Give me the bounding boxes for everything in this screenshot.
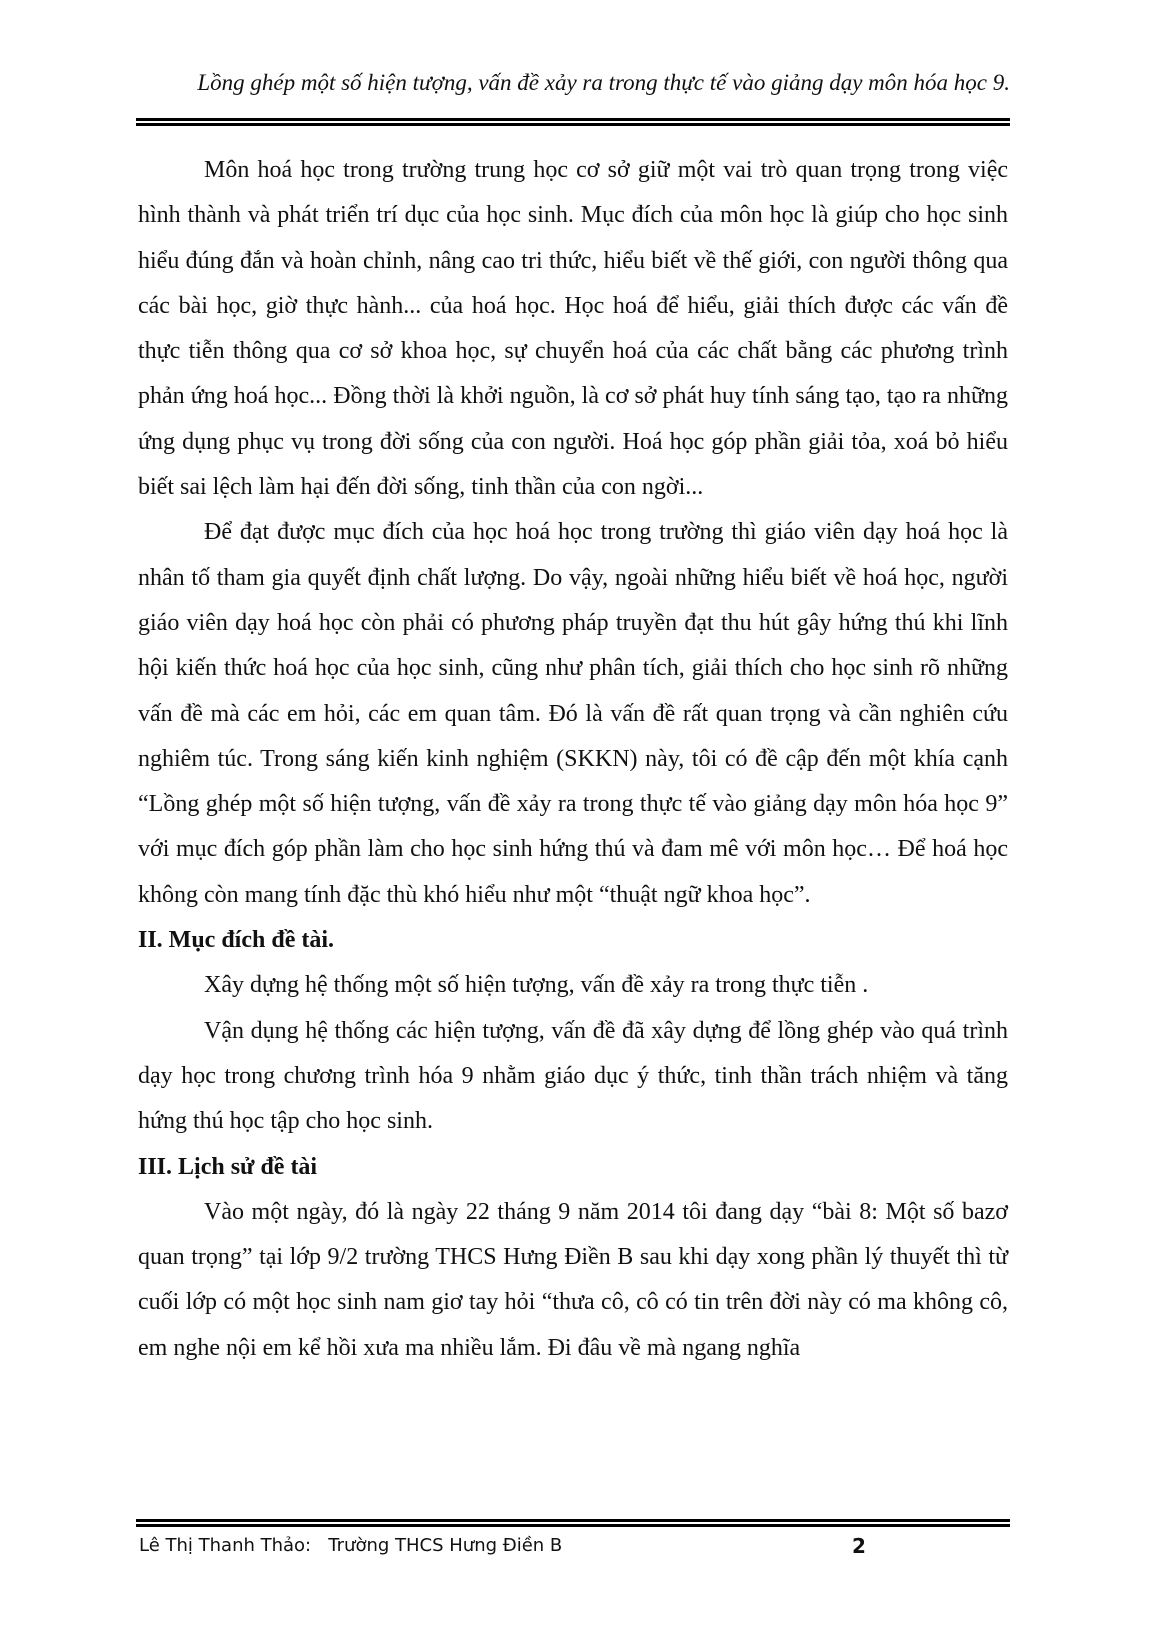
paragraph: Để đạt được mục đích của học hoá học trong trường thì giáo viên dạy hoá học là nhân tố tham gia quyết định chất lượng. Do vậy, ngoài những hiểu biết về hoá học, người giáo viên dạy hoá học còn phải có phương pháp truyền đạt thu hút gây hứng thú khi lĩnh hội kiến thức hoá học của học sinh, cũng như phân tích, giải thích cho học sinh rõ những vấn đề mà các em hỏi, các em quan tâm. Đó là vấn đề rất quan trọng và cần nghiên cứu nghiêm túc. Trong sáng kiến kinh nghiệm (SKKN) này, tôi có đề cập đến một khía cạnh “Lồng ghép một số hiện tượng, vấn đề xảy ra trong thực tế vào giảng dạy môn hóa học 9” với mục đích góp phần làm cho học sinh hứng thú và đam mê với môn học… Để hoá học không còn mang tính đặc thù khó hiểu như một “thuật ngữ khoa học”.	[138, 519, 1008, 908]
section-heading: III. Lịch sử đề tài	[138, 1153, 318, 1180]
footer-author: Lê Thị Thanh Thảo: Trường THCS Hưng Điền B	[139, 1535, 563, 1556]
page-footer	[139, 1531, 1009, 1561]
paragraph: Xây dựng hệ thống một số hiện tượng, vấn đề xảy ra trong thực tiễn .	[204, 972, 869, 999]
header-double-rule	[136, 118, 1010, 126]
footer-double-rule	[136, 1519, 1010, 1527]
paragraph: Vào một ngày, đó là ngày 22 tháng 9 năm 2014 tôi đang dạy “bài 8: Một số bazơ quan trọng” tại lớp 9/2 trường THCS Hưng Điền B sau khi dạy xong phần lý thuyết thì từ cuối lớp có một học sinh nam giơ tay hỏi “thưa cô, cô có tin trên đời này có ma không cô, em nghe nội em kể hồi xưa ma nhiều lắm. Đi đâu về mà ngang nghĩa	[138, 1198, 1008, 1361]
section-heading: II. Mục đích đề tài.	[138, 927, 335, 954]
page-number: 2	[852, 1534, 866, 1558]
rule-thin-line	[136, 1524, 1010, 1527]
running-header: Lồng ghép một số hiện tượng, vấn đề xảy ra trong thực tế vào giảng dạy môn hóa học 9.	[197, 70, 1010, 95]
paragraph: Vận dụng hệ thống các hiện tượng, vấn đề đã xây dựng để lồng ghép vào quá trình dạy học trong chương trình hóa 9 nhằm giáo dục ý thức, tinh thần trách nhiệm và tăng hứng thú học tập cho học sinh.	[138, 1017, 1008, 1135]
body-text	[138, 148, 1008, 1371]
paragraph: Môn hoá học trong trường trung học cơ sở giữ một vai trò quan trọng trong việc hình thành và phát triển trí dục của học sinh. Mục đích của môn học là giúp cho học sinh hiểu đúng đắn và hoàn chỉnh, nâng cao tri thức, hiểu biết về thế giới, con người thông qua các bài học, giờ thực hành... của hoá học. Học hoá để hiểu, giải thích được các vấn đề thực tiễn thông qua cơ sở khoa học, sự chuyển hoá của các chất bằng các phương trình phản ứng hoá học... Đồng thời là khởi nguồn, là cơ sở phát huy tính sáng tạo, tạo ra những ứng dụng phục vụ trong đời sống của con người. Hoá học góp phần giải tỏa, xoá bỏ hiểu biết sai lệch làm hại đến đời sống, tinh thần của con ngời...	[138, 157, 1008, 501]
rule-thin-line	[136, 123, 1010, 126]
